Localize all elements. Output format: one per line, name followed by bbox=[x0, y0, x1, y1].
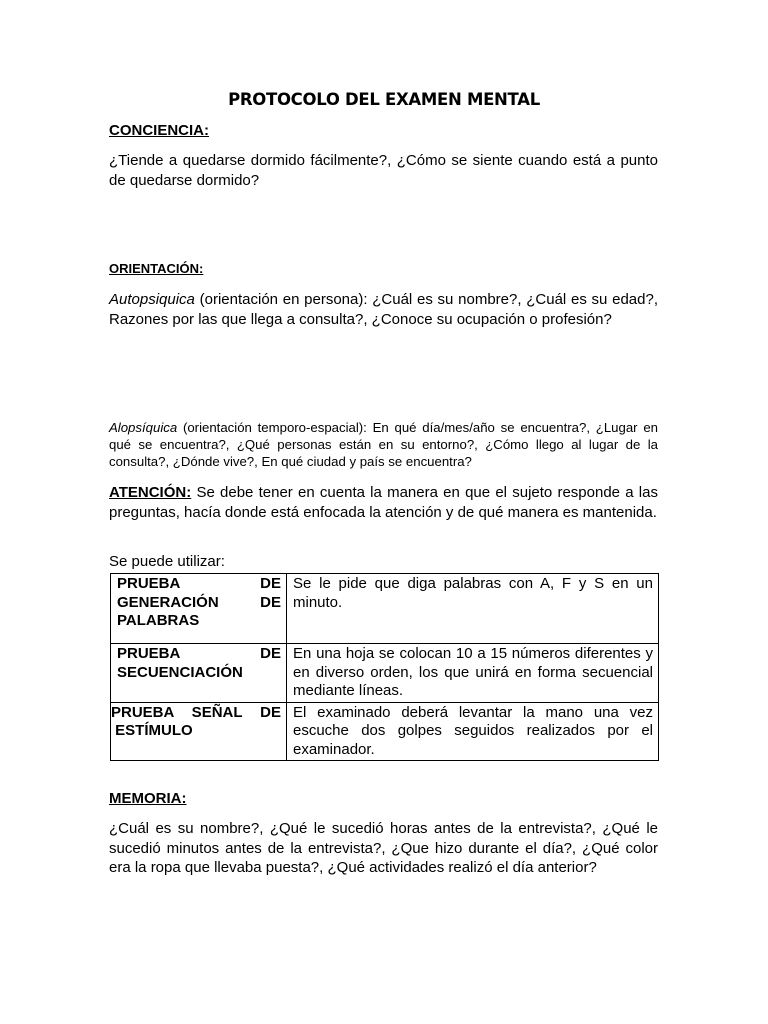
memoria-heading: MEMORIA: bbox=[109, 790, 187, 807]
memoria-text: ¿Cuál es su nombre?, ¿Qué le sucedió horas antes de la entrevista?, ¿Qué le sucedió minutos antes de la entrevista?, ¿Que hizo durante el día?, ¿Qué color era la ropa que llevaba puesta?, ¿Qué actividades realizó el día anterior? bbox=[109, 820, 658, 876]
test-name-line: PALABRAS bbox=[117, 612, 200, 629]
table-row bbox=[111, 644, 659, 703]
alopsiquica-term: Alopsíquica bbox=[109, 420, 178, 435]
test-name-line: PRUEBA DE bbox=[117, 645, 281, 662]
test-description-cell: En una hoja se colocan 10 a 15 números diferentes y en diverso orden, los que unirá en forma secuencial mediante líneas. bbox=[287, 644, 659, 703]
test-description-cell: Se le pide que diga palabras con A, F y S en un minuto. bbox=[287, 574, 659, 644]
autopsiquica-text: (orientación en persona): ¿Cuál es su nombre?, ¿Cuál es su edad?, Razones por las que llega a consulta?, ¿Conoce su ocupación o profesión? bbox=[109, 291, 658, 328]
autopsiquica-term: Autopsiquica bbox=[109, 291, 195, 308]
atencion-heading: ATENCIÓN: bbox=[109, 484, 192, 501]
table-row bbox=[111, 702, 659, 761]
tests-table bbox=[110, 573, 659, 761]
atencion-intro: Se puede utilizar: bbox=[109, 553, 225, 570]
test-name-line: GENERACIÓN DE bbox=[117, 593, 281, 611]
test-description-cell: El examinado deberá levantar la mano una vez escuche dos golpes seguidos realizados por el examinador. bbox=[287, 702, 659, 761]
test-name-line: PRUEBA DE bbox=[117, 575, 281, 592]
atencion-paragraph bbox=[109, 483, 658, 522]
test-name-cell bbox=[111, 702, 287, 761]
autopsiquica-paragraph bbox=[109, 290, 658, 329]
orientacion-heading: ORIENTACIÓN: bbox=[109, 261, 204, 276]
conciencia-heading: CONCIENCIA: bbox=[109, 122, 209, 139]
test-name-cell bbox=[111, 574, 287, 644]
conciencia-text: ¿Tiende a quedarse dormido fácilmente?, ¿Cómo se siente cuando está a punto de quedarse dormido? bbox=[109, 152, 658, 189]
table-row bbox=[111, 574, 659, 644]
alopsiquica-paragraph bbox=[109, 419, 658, 470]
page-title: PROTOCOLO DEL EXAMEN MENTAL bbox=[228, 90, 540, 109]
test-name-line: ESTÍMULO bbox=[111, 722, 193, 739]
test-name-cell bbox=[111, 644, 287, 703]
alopsiquica-text: (orientación temporo-espacial): En qué día/mes/año se encuentra?, ¿Lugar en qué se encuentra?, ¿Qué personas están en su entorno?, ¿Cómo llego al lugar de la consulta?, ¿Dónde vive?, En qué ciudad y país se encuentra? bbox=[109, 420, 658, 469]
atencion-text: Se debe tener en cuenta la manera en que el sujeto responde a las preguntas, hacía donde está enfocada la atención y de qué manera es mantenida. bbox=[109, 484, 658, 521]
test-name-line: SECUENCIACIÓN bbox=[117, 663, 243, 681]
test-name-line: PRUEBA SEÑAL DE bbox=[111, 703, 281, 721]
